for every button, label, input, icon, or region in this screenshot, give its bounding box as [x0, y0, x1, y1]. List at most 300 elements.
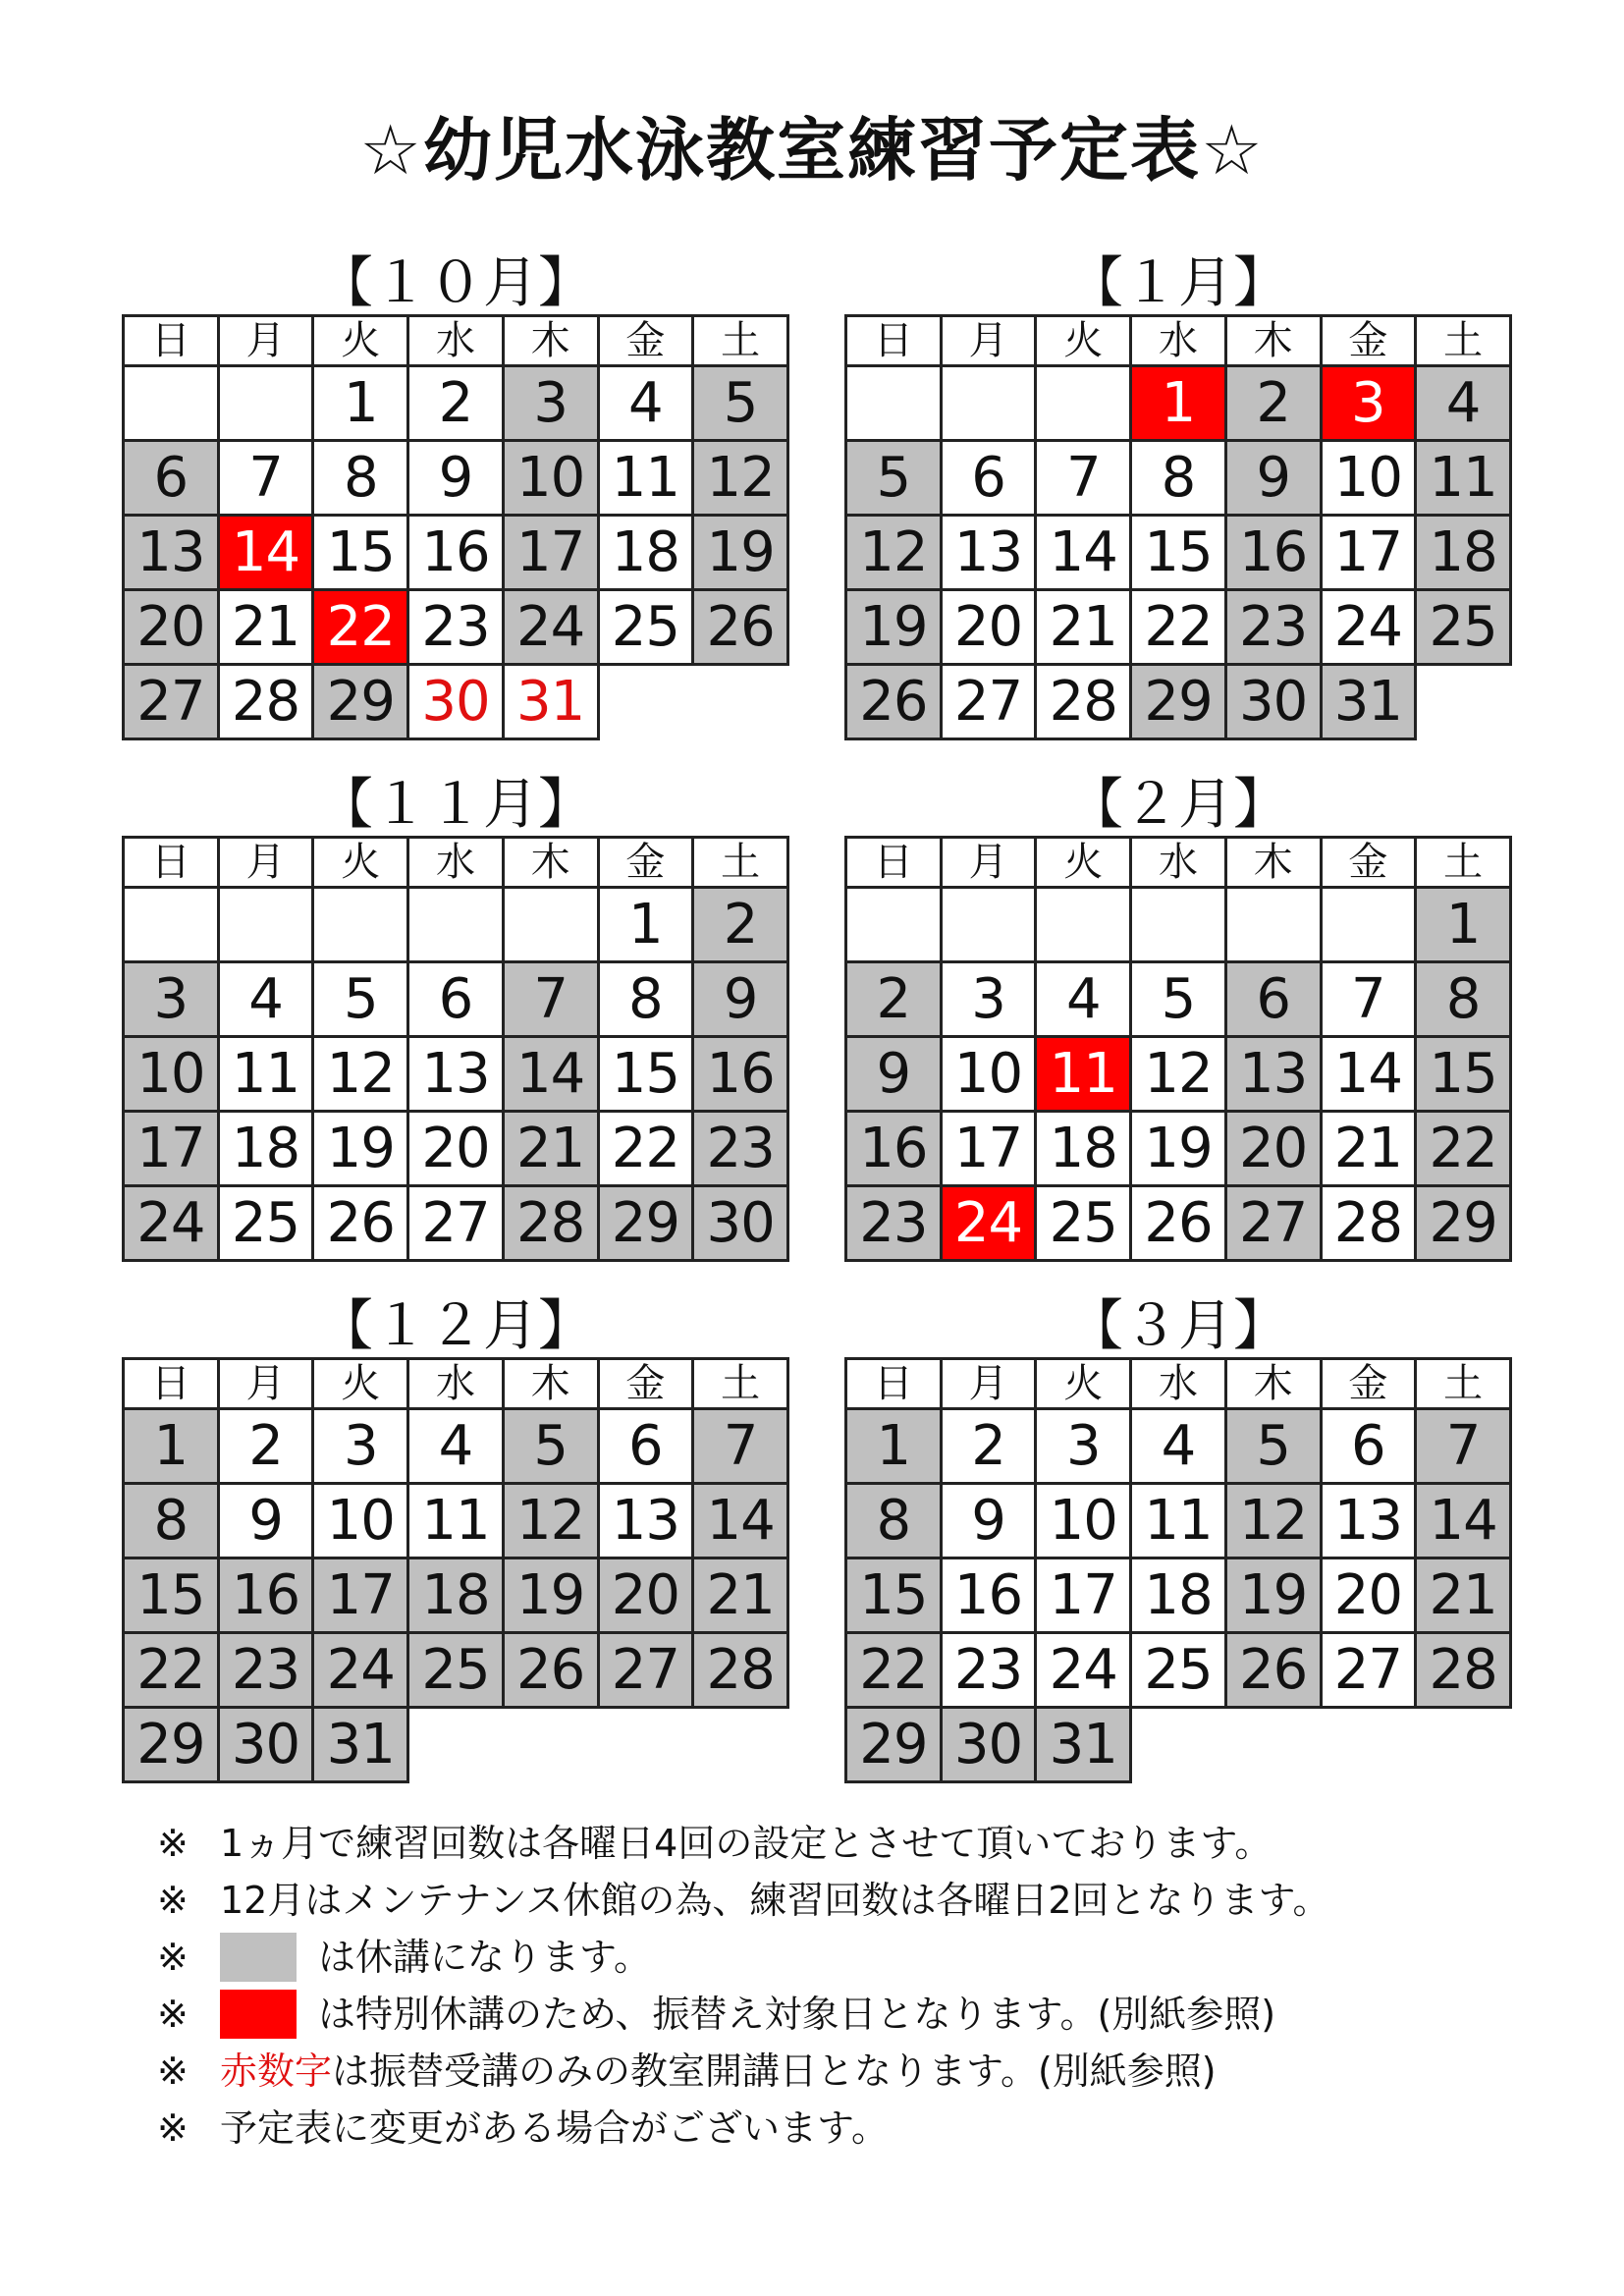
weekday-header: 火 — [313, 316, 408, 366]
weekday-header: 金 — [598, 1359, 693, 1409]
day-cell: 10 — [1036, 1484, 1131, 1558]
day-cell: 27 — [1321, 1633, 1416, 1708]
week-row — [846, 1484, 1511, 1558]
week-row — [846, 516, 1511, 590]
day-cell: 21 — [1321, 1112, 1416, 1186]
weekday-header: 木 — [1225, 838, 1321, 888]
day-cell: 24 — [1321, 590, 1416, 665]
day-cell: 11 — [218, 1037, 313, 1112]
calendar-december — [122, 1296, 789, 1783]
week-row — [846, 888, 1511, 962]
day-cell: 3 — [941, 962, 1036, 1037]
note-text: は振替受講のみの教室開講日となります。(別紙参照) — [332, 2050, 1217, 2093]
day-cell: 9 — [846, 1037, 942, 1112]
day-cell: 8 — [846, 1484, 942, 1558]
weekday-header: 木 — [1225, 1359, 1321, 1409]
day-cell: 27 — [1225, 1186, 1321, 1261]
day-cell: 15 — [598, 1037, 693, 1112]
day-cell: 20 — [408, 1112, 504, 1186]
day-cell: 20 — [941, 590, 1036, 665]
day-cell: 17 — [503, 516, 598, 590]
weekday-header: 金 — [1321, 316, 1416, 366]
day-cell: 6 — [1225, 962, 1321, 1037]
weekday-header: 火 — [313, 838, 408, 888]
day-cell: 23 — [218, 1633, 313, 1708]
day-cell: 25 — [1036, 1186, 1131, 1261]
weekday-header: 月 — [941, 838, 1036, 888]
week-row — [124, 1484, 788, 1558]
day-cell: 12 — [313, 1037, 408, 1112]
day-cell: 24 — [124, 1186, 219, 1261]
day-cell: 6 — [124, 441, 219, 516]
day-cell: 2 — [218, 1409, 313, 1484]
day-cell: 9 — [408, 441, 504, 516]
empty-cell — [218, 888, 313, 962]
red-swatch — [220, 1990, 297, 2039]
grey-swatch — [220, 1933, 297, 1982]
calendar-grid — [844, 314, 1512, 740]
day-cell: 18 — [218, 1112, 313, 1186]
day-cell: 28 — [218, 665, 313, 739]
weekday-header: 火 — [313, 1359, 408, 1409]
day-cell: 27 — [124, 665, 219, 739]
day-cell: 16 — [941, 1558, 1036, 1633]
weekday-header: 土 — [693, 316, 788, 366]
week-row — [846, 1037, 1511, 1112]
weekday-header: 土 — [693, 1359, 788, 1409]
day-cell: 22 — [313, 590, 408, 665]
week-row — [846, 1409, 1511, 1484]
empty-cell — [1416, 1708, 1511, 1782]
day-cell: 8 — [313, 441, 408, 516]
note-mark: ※ — [157, 1879, 189, 1922]
day-cell: 24 — [1036, 1633, 1131, 1708]
day-cell: 2 — [941, 1409, 1036, 1484]
day-cell: 3 — [124, 962, 219, 1037]
day-cell: 8 — [1416, 962, 1511, 1037]
day-cell: 10 — [503, 441, 598, 516]
weekday-header-row — [846, 316, 1511, 366]
note-text: は休講になります。 — [318, 1936, 651, 1979]
day-cell: 31 — [1321, 665, 1416, 739]
empty-cell — [1131, 888, 1226, 962]
day-cell: 26 — [503, 1633, 598, 1708]
day-cell: 4 — [218, 962, 313, 1037]
day-cell: 23 — [1225, 590, 1321, 665]
day-cell: 4 — [598, 366, 693, 441]
weekday-header: 金 — [598, 838, 693, 888]
day-cell: 12 — [693, 441, 788, 516]
day-cell: 30 — [693, 1186, 788, 1261]
empty-cell — [1131, 1708, 1226, 1782]
day-cell: 28 — [693, 1633, 788, 1708]
day-cell: 14 — [1036, 516, 1131, 590]
empty-cell — [598, 665, 693, 739]
day-cell: 16 — [1225, 516, 1321, 590]
day-cell: 14 — [503, 1037, 598, 1112]
day-cell: 28 — [1416, 1633, 1511, 1708]
day-cell: 18 — [1036, 1112, 1131, 1186]
week-row — [846, 962, 1511, 1037]
calendar-february — [844, 775, 1512, 1262]
note-text: 1ヵ月で練習回数は各曜日4回の設定とさせて頂いております。 — [220, 1822, 1272, 1865]
day-cell: 13 — [598, 1484, 693, 1558]
weekday-header: 水 — [1131, 1359, 1226, 1409]
weekday-header: 月 — [218, 316, 313, 366]
day-cell: 29 — [1131, 665, 1226, 739]
day-cell: 3 — [313, 1409, 408, 1484]
day-cell: 8 — [124, 1484, 219, 1558]
day-cell: 14 — [1416, 1484, 1511, 1558]
month-title: 【１０月】 — [318, 251, 593, 315]
day-cell: 19 — [693, 516, 788, 590]
day-cell: 14 — [693, 1484, 788, 1558]
day-cell: 1 — [1416, 888, 1511, 962]
day-cell: 5 — [1225, 1409, 1321, 1484]
day-cell: 21 — [1036, 590, 1131, 665]
day-cell: 27 — [598, 1633, 693, 1708]
day-cell: 1 — [313, 366, 408, 441]
week-row — [124, 1633, 788, 1708]
day-cell: 26 — [1131, 1186, 1226, 1261]
calendar-grid — [122, 1357, 789, 1783]
weekday-header: 火 — [1036, 838, 1131, 888]
week-row — [124, 441, 788, 516]
week-row — [846, 1558, 1511, 1633]
weekday-header-row — [846, 838, 1511, 888]
day-cell: 3 — [503, 366, 598, 441]
weekday-header: 水 — [408, 1359, 504, 1409]
day-cell: 17 — [313, 1558, 408, 1633]
day-cell: 29 — [313, 665, 408, 739]
day-cell: 21 — [503, 1112, 598, 1186]
month-title: 【１１月】 — [318, 773, 593, 837]
day-cell: 7 — [1321, 962, 1416, 1037]
day-cell: 9 — [941, 1484, 1036, 1558]
empty-cell — [124, 366, 219, 441]
day-cell: 15 — [1416, 1037, 1511, 1112]
weekday-header: 木 — [503, 1359, 598, 1409]
week-row — [846, 1708, 1511, 1782]
weekday-header: 日 — [124, 316, 219, 366]
day-cell: 30 — [1225, 665, 1321, 739]
day-cell: 24 — [313, 1633, 408, 1708]
day-cell: 7 — [1416, 1409, 1511, 1484]
empty-cell — [1321, 1708, 1416, 1782]
day-cell: 3 — [1036, 1409, 1131, 1484]
weekday-header: 日 — [846, 1359, 942, 1409]
note-text: 予定表に変更がある場合がございます。 — [220, 2106, 889, 2150]
day-cell: 1 — [846, 1409, 942, 1484]
day-cell: 13 — [124, 516, 219, 590]
empty-cell — [1036, 366, 1131, 441]
empty-cell — [218, 366, 313, 441]
day-cell: 31 — [1036, 1708, 1131, 1782]
day-cell: 19 — [1131, 1112, 1226, 1186]
day-cell: 7 — [218, 441, 313, 516]
day-cell: 23 — [941, 1633, 1036, 1708]
day-cell: 26 — [693, 590, 788, 665]
weekday-header: 火 — [1036, 1359, 1131, 1409]
empty-cell — [1225, 1708, 1321, 1782]
day-cell: 10 — [1321, 441, 1416, 516]
day-cell: 23 — [846, 1186, 942, 1261]
week-row — [124, 665, 788, 739]
empty-cell — [503, 888, 598, 962]
day-cell: 1 — [124, 1409, 219, 1484]
week-row — [124, 1409, 788, 1484]
note-legend-closed — [157, 1929, 1551, 1986]
weekday-header: 土 — [693, 838, 788, 888]
empty-cell — [1416, 665, 1511, 739]
note-schedule-change — [157, 2100, 1551, 2157]
weekday-header: 月 — [941, 1359, 1036, 1409]
day-cell: 25 — [218, 1186, 313, 1261]
day-cell: 6 — [1321, 1409, 1416, 1484]
week-row — [846, 590, 1511, 665]
empty-cell — [313, 888, 408, 962]
day-cell: 25 — [1416, 590, 1511, 665]
weekday-header: 土 — [1416, 838, 1511, 888]
day-cell: 12 — [846, 516, 942, 590]
month-title: 【１月】 — [1068, 251, 1288, 315]
day-cell: 10 — [941, 1037, 1036, 1112]
day-cell: 10 — [124, 1037, 219, 1112]
month-title: 【２月】 — [1068, 773, 1288, 837]
day-cell: 22 — [1131, 590, 1226, 665]
day-cell: 22 — [124, 1633, 219, 1708]
weekday-header-row — [124, 1359, 788, 1409]
empty-cell — [941, 888, 1036, 962]
calendar-grid — [122, 836, 789, 1262]
weekday-header-row — [124, 838, 788, 888]
day-cell: 17 — [1036, 1558, 1131, 1633]
day-cell: 27 — [941, 665, 1036, 739]
weekday-header: 金 — [1321, 1359, 1416, 1409]
day-cell: 19 — [313, 1112, 408, 1186]
page-title: ☆幼児水泳教室練習予定表☆ — [359, 110, 1265, 191]
day-cell: 13 — [1225, 1037, 1321, 1112]
empty-cell — [503, 1708, 598, 1782]
empty-cell — [941, 366, 1036, 441]
weekday-header: 木 — [503, 838, 598, 888]
empty-cell — [1321, 888, 1416, 962]
weekday-header: 火 — [1036, 316, 1131, 366]
day-cell: 12 — [1131, 1037, 1226, 1112]
day-cell: 14 — [1321, 1037, 1416, 1112]
day-cell: 6 — [598, 1409, 693, 1484]
day-cell: 24 — [941, 1186, 1036, 1261]
day-cell: 19 — [503, 1558, 598, 1633]
weekday-header: 水 — [1131, 838, 1226, 888]
day-cell: 26 — [313, 1186, 408, 1261]
week-row — [124, 590, 788, 665]
day-cell: 8 — [1131, 441, 1226, 516]
month-title: 【３月】 — [1068, 1294, 1288, 1358]
day-cell: 12 — [503, 1484, 598, 1558]
note-practice-count — [157, 1815, 1551, 1872]
weekday-header-row — [846, 1359, 1511, 1409]
weekday-header: 月 — [218, 1359, 313, 1409]
week-row — [124, 888, 788, 962]
day-cell: 22 — [598, 1112, 693, 1186]
day-cell: 28 — [1321, 1186, 1416, 1261]
empty-cell — [1225, 888, 1321, 962]
note-legend-special-closed — [157, 1986, 1551, 2043]
day-cell: 4 — [1416, 366, 1511, 441]
day-cell: 11 — [1131, 1484, 1226, 1558]
day-cell: 5 — [846, 441, 942, 516]
day-cell: 17 — [1321, 516, 1416, 590]
note-text: 12月はメンテナンス休館の為、練習回数は各曜日2回となります。 — [220, 1879, 1330, 1922]
day-cell: 2 — [1225, 366, 1321, 441]
day-cell: 26 — [846, 665, 942, 739]
day-cell: 21 — [218, 590, 313, 665]
day-cell: 16 — [693, 1037, 788, 1112]
weekday-header: 水 — [1131, 316, 1226, 366]
weekday-header: 土 — [1416, 1359, 1511, 1409]
empty-cell — [408, 888, 504, 962]
day-cell: 20 — [124, 590, 219, 665]
day-cell: 9 — [693, 962, 788, 1037]
note-mark: ※ — [157, 1993, 189, 2036]
day-cell: 9 — [218, 1484, 313, 1558]
week-row — [124, 1186, 788, 1261]
empty-cell — [598, 1708, 693, 1782]
day-cell: 11 — [1036, 1037, 1131, 1112]
week-row — [124, 962, 788, 1037]
day-cell: 15 — [313, 516, 408, 590]
day-cell: 25 — [598, 590, 693, 665]
day-cell: 22 — [1416, 1112, 1511, 1186]
day-cell: 19 — [846, 590, 942, 665]
week-row — [124, 366, 788, 441]
empty-cell — [693, 665, 788, 739]
weekday-header: 日 — [846, 838, 942, 888]
day-cell: 18 — [408, 1558, 504, 1633]
day-cell: 5 — [503, 1409, 598, 1484]
day-cell: 7 — [693, 1409, 788, 1484]
day-cell: 11 — [408, 1484, 504, 1558]
day-cell: 29 — [598, 1186, 693, 1261]
day-cell: 24 — [503, 590, 598, 665]
calendar-november — [122, 775, 789, 1262]
day-cell: 23 — [408, 590, 504, 665]
day-cell: 7 — [1036, 441, 1131, 516]
note-mark: ※ — [157, 2106, 189, 2150]
week-row — [846, 1186, 1511, 1261]
day-cell: 17 — [124, 1112, 219, 1186]
month-title: 【１２月】 — [318, 1294, 593, 1358]
week-row — [846, 1112, 1511, 1186]
weekday-header: 木 — [503, 316, 598, 366]
day-cell: 21 — [693, 1558, 788, 1633]
empty-cell — [846, 366, 942, 441]
weekday-header: 月 — [941, 316, 1036, 366]
day-cell: 13 — [1321, 1484, 1416, 1558]
empty-cell — [124, 888, 219, 962]
day-cell: 5 — [1131, 962, 1226, 1037]
day-cell: 20 — [1225, 1112, 1321, 1186]
weekday-header: 日 — [124, 1359, 219, 1409]
day-cell: 1 — [1131, 366, 1226, 441]
day-cell: 16 — [218, 1558, 313, 1633]
day-cell: 31 — [313, 1708, 408, 1782]
day-cell: 18 — [598, 516, 693, 590]
week-row — [846, 441, 1511, 516]
day-cell: 23 — [693, 1112, 788, 1186]
day-cell: 17 — [941, 1112, 1036, 1186]
day-cell: 19 — [1225, 1558, 1321, 1633]
week-row — [124, 1558, 788, 1633]
week-row — [124, 1708, 788, 1782]
day-cell: 15 — [1131, 516, 1226, 590]
day-cell: 30 — [408, 665, 504, 739]
day-cell: 16 — [408, 516, 504, 590]
weekday-header-row — [124, 316, 788, 366]
day-cell: 6 — [408, 962, 504, 1037]
weekday-header: 月 — [218, 838, 313, 888]
day-cell: 4 — [408, 1409, 504, 1484]
day-cell: 15 — [846, 1558, 942, 1633]
red-numbers-label: 赤数字 — [220, 2050, 333, 2093]
day-cell: 28 — [503, 1186, 598, 1261]
day-cell: 4 — [1131, 1409, 1226, 1484]
day-cell: 12 — [1225, 1484, 1321, 1558]
day-cell: 16 — [846, 1112, 942, 1186]
empty-cell — [693, 1708, 788, 1782]
day-cell: 18 — [1131, 1558, 1226, 1633]
day-cell: 11 — [598, 441, 693, 516]
week-row — [124, 1037, 788, 1112]
week-row — [846, 665, 1511, 739]
day-cell: 13 — [408, 1037, 504, 1112]
weekday-header: 金 — [1321, 838, 1416, 888]
day-cell: 5 — [313, 962, 408, 1037]
weekday-header: 土 — [1416, 316, 1511, 366]
note-mark: ※ — [157, 1822, 189, 1865]
weekday-header: 水 — [408, 838, 504, 888]
day-cell: 14 — [218, 516, 313, 590]
empty-cell — [1036, 888, 1131, 962]
day-cell: 26 — [1225, 1633, 1321, 1708]
calendar-grid — [844, 1357, 1512, 1783]
note-text: は特別休講のため、振替え対象日となります。(別紙参照) — [318, 1993, 1276, 2036]
day-cell: 29 — [1416, 1186, 1511, 1261]
day-cell: 22 — [846, 1633, 942, 1708]
day-cell: 30 — [941, 1708, 1036, 1782]
day-cell: 13 — [941, 516, 1036, 590]
day-cell: 31 — [503, 665, 598, 739]
week-row — [124, 1112, 788, 1186]
week-row — [124, 516, 788, 590]
day-cell: 2 — [693, 888, 788, 962]
day-cell: 30 — [218, 1708, 313, 1782]
day-cell: 1 — [598, 888, 693, 962]
day-cell: 28 — [1036, 665, 1131, 739]
day-cell: 11 — [1416, 441, 1511, 516]
day-cell: 3 — [1321, 366, 1416, 441]
calendar-grid — [844, 836, 1512, 1262]
note-mark: ※ — [157, 1936, 189, 1979]
day-cell: 2 — [846, 962, 942, 1037]
note-mark: ※ — [157, 2050, 189, 2093]
day-cell: 4 — [1036, 962, 1131, 1037]
empty-cell — [846, 888, 942, 962]
day-cell: 29 — [846, 1708, 942, 1782]
day-cell: 7 — [503, 962, 598, 1037]
day-cell: 10 — [313, 1484, 408, 1558]
